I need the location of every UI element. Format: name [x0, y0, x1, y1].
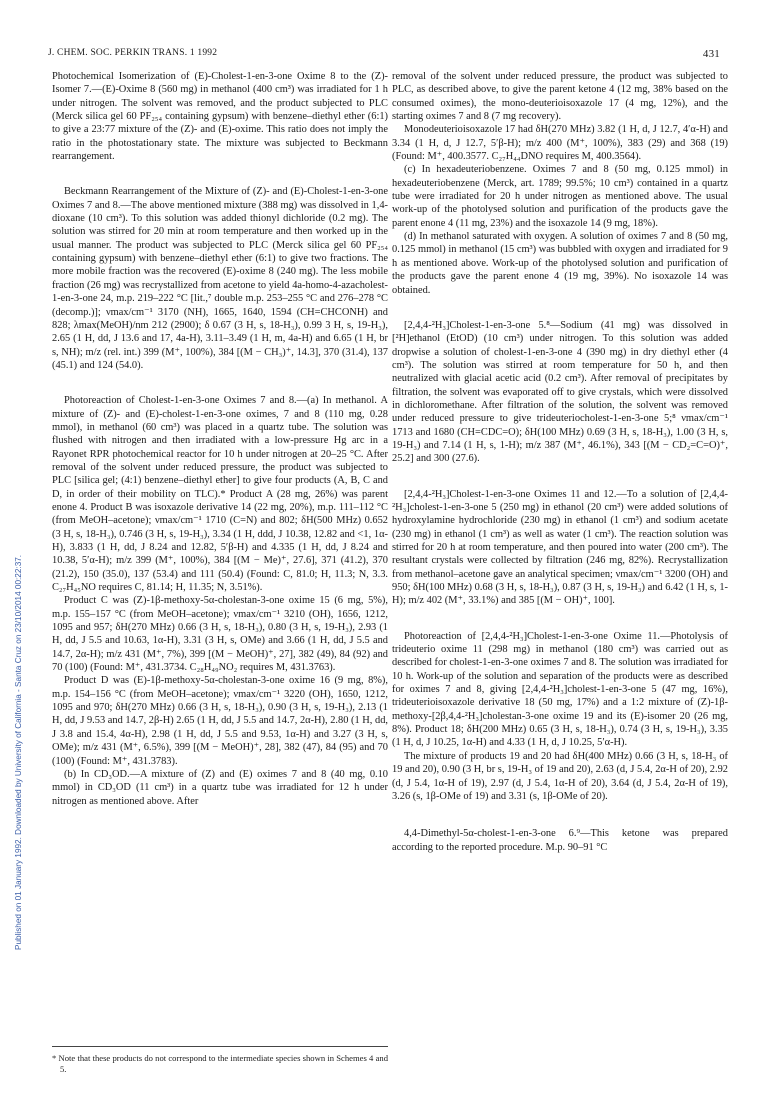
- paragraph-trideuterio-oximes: [2,4,4-²H₃]Cholest-1-en-3-one Oximes 11 and 12.—To a solution of [2,4,4-²H₃]cholest-1-en-3-one 5 (250 mg) in ethanol (20 cm³) were added solutions of hydroxylamine hydrochloride (230 mg) in ethanol (1 cm³) and sodium acetate (230 mg) in ethanol (1 cm³) as well as water (1 cm³). The reaction solution was stirred for 20 h at room temperature, and then poured into water (200 cm³). The resultant crystals were collected by filtration (246 mg, 82%). Recrystallization from methanol–acetone gave an analytical specimen; νmax/cm⁻¹ 3200 (OH) and 950; δH(100 MHz) 0.68 (3 H, s, 18-H₃), 0.87 (3 H, s, 19-H₃) and 6.42 (1 H, s, 1-H); m/z 402 (M⁺, 33.1%) and 385 [(M − OH)⁺, 100].: [392, 488, 728, 607]
- paragraph-monodeuterioisoxazole: Monodeuterioisoxazole 17 had δH(270 MHz) 3.82 (1 H, d, J 12.7, 4′α-H) and 3.34 (1 H, d, J 12.7, 5′β-H); m/z 400 (M⁺, 100%), 383 (29) and 368 (19) (Found: M⁺, 400.3577. C₂₇H₄₄DNO requires M, 400.3564).: [392, 124, 728, 163]
- paragraph-product-c: Product C was (Z)-1β-methoxy-5α-cholestan-3-one oxime 15 (6 mg, 5%), m.p. 155–157 °C (from MeOH–acetone); νmax/cm⁻¹ 3210 (OH), 1656, 1212, 1095 and 957; δH(270 MHz) 0.66 (3 H, s, 18-H₃), 0.80 (3 H, s, 19-H₃), 2.93 (1 H, dd, J 5.5 and 10.63, 1α-H), 3.31 (3 H, s, OMe) and 3.66 (1 H, dd, J 5.5 and 14.7, 2α-H); m/z 431 (M⁺, 7%), 399 [(M − MeOH)⁺, 27], 382 (49), 84 (92) and 70 (100) (Found: M⁺, 431.3734. C₂₈H₄₉NO₂ requires M, 431.3763).: [52, 595, 388, 674]
- download-notice: Published on 01 January 1992. Downloaded by University of California - Santa Cruz on 23/10/2014 00:22:37.: [14, 554, 23, 950]
- paragraph-continuation: removal of the solvent under reduced pressure, the product was subjected to PLC, as described above, to give the parent ketone 4 (12 mg, 38% based on the consumed oximes), the mono-deuterioisoxazole 17 (4 mg, 12%), and the starting oximes 7 and 8 (7 mg recovery).: [392, 71, 728, 123]
- paragraph-cd3od: (b) In CD₃OD.—A mixture of (Z) and (E) oximes 7 and 8 (40 mg, 0.10 mmol) in CD₃OD (11 cm³) in a quartz tube was irradiated for 12 h under nitrogen as mentioned above. After: [52, 768, 388, 807]
- paragraph-mixture-19-20: The mixture of products 19 and 20 had δH(400 MHz) 0.66 (3 H, s, 18-H₃ of 19 and 20), 0.90 (3 H, br s, 19-H₃ of 19 and 20), 2.63 (d, J 5.4, 2α-H of 20), 2.92 (d, J 5.4, 1α-H of 19), 2.97 (d, J 5.4, 1α-H of 20), 3.64 (d, J 5.4, 2α-H of 19), 3.26 (s, 1β-OMe of 19) and 3.31 (s, 1β-OMe of 20).: [392, 750, 728, 802]
- paragraph-product-d: Product D was (E)-1β-methoxy-5α-cholestan-3-one oxime 16 (9 mg, 8%), m.p. 154–156 °C (from MeOH–acetone); νmax/cm⁻¹ 3220 (OH), 1650, 1212, 1095 and 970; δH(270 MHz) 0.66 (3 H, s, 18-H₃), 0.90 (3 H, s, 19-H₃), 2.13 (1 H, dd, J 9.53 and 14.7, 2β-H) 2.65 (1 H, dd, J 5.5 and 14.7, 2α-H), 2.80 (1 H, dd, J 3.8 and 15.4, 4α-H), 2.98 (1 H, dd, J 5.5 and 9.53, 1α-H) and 3.27 (3 H, s, OMe); m/z 431 (M⁺, 6.5%), 399 [(M − MeOH)⁺, 28], 382 (47), 84 (95) and 70 (100) (Found: M⁺, 431.3783).: [52, 675, 388, 767]
- paragraph-photoreaction-methanol: Photoreaction of Cholest-1-en-3-one Oximes 7 and 8.—(a) In methanol. A mixture of (Z)- and (E)-cholest-1-en-3-one oximes, 7 and 8 (110 mg, 0.28 mmol), in methanol (60 cm³) was placed in a quartz tube. The solution was flushed with nitrogen and then irradiated with a low-pressure Hg arc in a Rayonet RPR photochemical reactor for 10 h under nitrogen at 20–25 °C. After removal of the solvent under reduced pressure, the product was subjected to PLC [silica gel; (4:1) benzene–diethyl ether] to give four products (A, B, C and D, in order of their mobility on TLC).* Product A (28 mg, 26%) was parent enone 4. Product B was isoxazole derivative 14 (22 mg, 20%), m.p. 111–112 °C (from MeOH–acetone); νmax/cm⁻¹ 1710 (C=N) and 802; δH(500 MHz) 0.652 (3 H, s, 18-H₃), 0.746 (3 H, s, 19-H₃), 3.34 (1 H, ddd, J 10.38, 12.82 and <1, 1α-H), 3.833 (1 H, dd, J 8.24 and 12.82, 5′β-H) and 4.335 (1 H, dd, J 8.24 and 10.38, 5′α-H); m/z 399 (M⁺, 100%), 384 [(M − Me)⁺, 27.6], 371 (41.2), 370 (21.2), 150 (35.0), 137 (53.4) and 111 (50.4) (Found: C, 81.0; H, 11.3; N, 3.3. C₂₇H₄₅NO requires C, 81.14; H, 11.35; N, 3.51%).: [52, 395, 388, 594]
- paragraph-oxygen-methanol: (d) In methanol saturated with oxygen. A solution of oximes 7 and 8 (50 mg, 0.125 mmol) in methanol (15 cm³) was bubbled with oxygen and irradiated for 9 h as mentioned above. Work-up of the photolysed solution and purification of the products gave the parent enone 4 (19 mg, 39%). No isoxazole 14 was obtained.: [392, 231, 728, 296]
- footnote: [52, 1046, 388, 1075]
- paragraph-beckmann: Beckmann Rearrangement of the Mixture of (Z)- and (E)-Cholest-1-en-3-one Oximes 7 and 8.—The above mentioned mixture (388 mg) was dissolved in 1,4-dioxane (10 cm³). To this solution was added thionyl dichloride (0.2 mg). The solution was stirred for 20 min at room temperature and then worked up in the usual manner. The product was subjected to PLC (Merck silica gel 60 PF₂₅₄ containing gypsum) with benzene–diethyl ether (6:1) to give two fractions. The more mobile fraction was the recovered (E)-oxime 8 (240 mg). The less mobile fraction (26 mg) was recrystallized from acetone to yield 4a-homo-4-azacholest-1-en-3-one 24, m.p. 219–222 °C [lit.,⁷ double m.p. 253–255 °C and 276–278 °C (decomp.)]; νmax/cm⁻¹ 3170 (NH), 1665, 1640, 1594 (CH=CHCONH) and 828; λmax(MeOH)/nm 212 (2900); δ 0.67 (3 H, s, 18-H₃), 0.99 3 H, s, 19-H₃), 2.65 (1 H, dd, J 13.6 and 17, 4a-H), 3.11–3.49 (1 H, m, 4a-H) and 6.65 (1 H, br s, NH); m/z (rel. int.) 399 (M⁺, 100%), 384 [(M − CH₃)⁺, 14.3], 370 (31.4), 137 (45.1) and 124 (54.0).: [52, 186, 388, 371]
- left-column: [52, 70, 388, 808]
- paragraph-trideuterio-enone: [2,4,4-²H₃]Cholest-1-en-3-one 5.⁸—Sodium (41 mg) was dissolved in [²H]ethanol (EtOD) (10 cm³) under nitrogen. To this solution was added dropwise a solution of cholest-1-en-3-one 4 (390 mg) in dry diethyl ether (4 cm³). The solution was stirred at room temperature for 50 h, and then neutralized with glacial acetic acid (0.2 cm³). After removal of precipitates by filtration, the solvent was evaporated off to give crystals, which were dissolved in dichloromethane. After filtration of the solution, the solvent was removed under reduced pressure to give trideuteriocholest-1-en-3-one 5;⁸ νmax/cm⁻¹ 1713 and 1680 (CH=CDC=O); δH(100 MHz) 0.69 (3 H, s, 18-H₃), 1.00 (3 H, s, 19-H₃) and 7.14 (1 H, s, 1-H); m/z 387 (M⁺, 46.1%), 343 [(M − CD₂=C=O)⁺, 25.2] and 300 (27.6).: [392, 319, 728, 465]
- right-column: [392, 70, 728, 854]
- page-number: 431: [702, 48, 720, 60]
- paragraph-photoreaction-oxime-11: Photoreaction of [2,4,4-²H₃]Cholest-1-en-3-one Oxime 11.—Photolysis of trideuterio oxime 11 (298 mg) in methanol (180 cm³) was carried out as described for cholest-1-en-3-one oximes 7 and 8. The solution was irradiated for 10 h. Work-up of the solution and separation of the products were as described for oximes 7 and 8, giving [2,4,4-²H₃]cholest-1-en-3-one 5 (47 mg, 16%), trideuterioisoxazole derivative 18 (50 mg, 17%) and a 1:2 mixture of (Z)-1β-methoxy-[2β,4,4-²H₃]cholestan-3-one oxime 19 and its (E)-isomer 20 (26 mg, 8%). Product 18; δH(200 MHz) 0.65 (3 H, s, 18-H₃), 0.74 (3 H, s, 19-H₃), 3.35 (1 H, d, J 10.25, 1α-H) and 4.33 (1 H, d, J 10.25, 5′α-H).: [392, 630, 728, 749]
- paragraph-dimethyl-enone: 4,4-Dimethyl-5α-cholest-1-en-3-one 6.⁹—This ketone was prepared according to the reported procedure. M.p. 90–91 °C: [392, 828, 728, 853]
- page-header: [48, 48, 720, 62]
- paragraph-photoisomerization: Photochemical Isomerization of (E)-Cholest-1-en-3-one Oxime 8 to the (Z)-Isomer 7.—(E)-Oxime 8 (560 mg) in methanol (400 cm³) was irradiated for 1 h under nitrogen. The solvent was removed, and the product subjected to PLC (Merck silica gel 60 PF₂₅₄ containing gypsum) with benzene–diethyl ether (6:1) to give a 23:77 mixture of the (Z)- and (E)-oxime. This ratio does not imply the ratio in the photostationary state. The mixture was subjected to Beckmann rearrangement.: [52, 71, 388, 163]
- paragraph-hexadeuteriobenzene: (c) In hexadeuteriobenzene. Oximes 7 and 8 (50 mg, 0.125 mmol) in hexadeuteriobenzene (Merck, art. 1789; 99.5%; 10 cm³) contained in a quartz tube were irradiated for 20 h under nitrogen as mentioned above. The usual work-up of the photolysed solution and purification of the products gave the parent enone 4 (11 mg, 23%) and the isoxazole 14 (9 mg, 18%).: [392, 164, 728, 229]
- journal-citation: J. CHEM. SOC. PERKIN TRANS. 1 1992: [48, 48, 218, 58]
- publication-sidebar: [2, 150, 23, 950]
- footnote-text: * Note that these products do not correspond to the intermediate species shown in Schemes 4 and 5.: [52, 1053, 388, 1074]
